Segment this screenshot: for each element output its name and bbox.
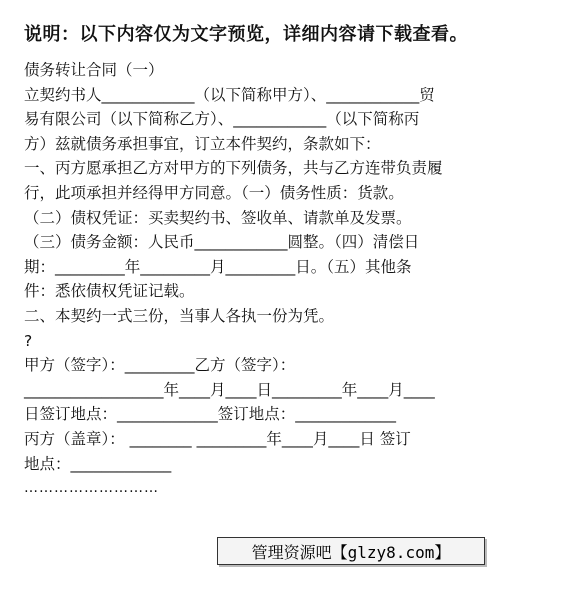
contract-title: 债务转让合同（一） — [24, 61, 164, 79]
ellipsis-line: ……………………… — [24, 480, 159, 497]
contract-line: 易有限公司（以下简称乙方）、____________（以下简称丙 — [24, 110, 420, 129]
signature-line: 丙方（盖章）： ________ _________年____月____日 签订 — [24, 429, 411, 448]
preview-notice: 说明：以下内容仅为文字预览，详细内容请下载查看。 — [24, 24, 468, 45]
signature-line: 甲方（签字）：_________乙方（签字）： — [24, 356, 296, 375]
contract-line: 行，此项承担并经得甲方同意。（一）债务性质：货款。 — [24, 183, 404, 202]
contract-line: 期：_________年_________月_________日。（五）其他条 — [24, 257, 412, 276]
contract-line: ? — [24, 331, 33, 350]
contract-line: 立契约书人____________（以下简称甲方）、____________贸 — [24, 85, 435, 104]
contract-line: （二）债权凭证：买卖契约书、签收单、请款单及发票。 — [24, 208, 412, 227]
signature-line: 地点：_____________ — [24, 454, 172, 473]
contract-line: 件：悉依债权凭证记载。 — [24, 282, 195, 301]
contract-line: 方）兹就债务承担事宜，订立本件契约，条款如下： — [24, 134, 381, 153]
site-badge-link[interactable]: 管理资源吧【glzy8.com】 — [217, 537, 485, 565]
signature-line: __________________年____月____日_________年____月____ — [24, 380, 435, 399]
contract-line: （三）债务金额：人民币____________圆整。（四）清偿日 — [24, 233, 420, 252]
contract-body — [24, 58, 564, 501]
contract-line: 一、丙方愿承担乙方对甲方的下列债务，共与乙方连带负责履 — [24, 159, 443, 178]
signature-line: 日签订地点：_____________签订地点：_____________ — [24, 405, 397, 424]
contract-line: 二、本契约一式三份，当事人各执一份为凭。 — [24, 306, 335, 325]
